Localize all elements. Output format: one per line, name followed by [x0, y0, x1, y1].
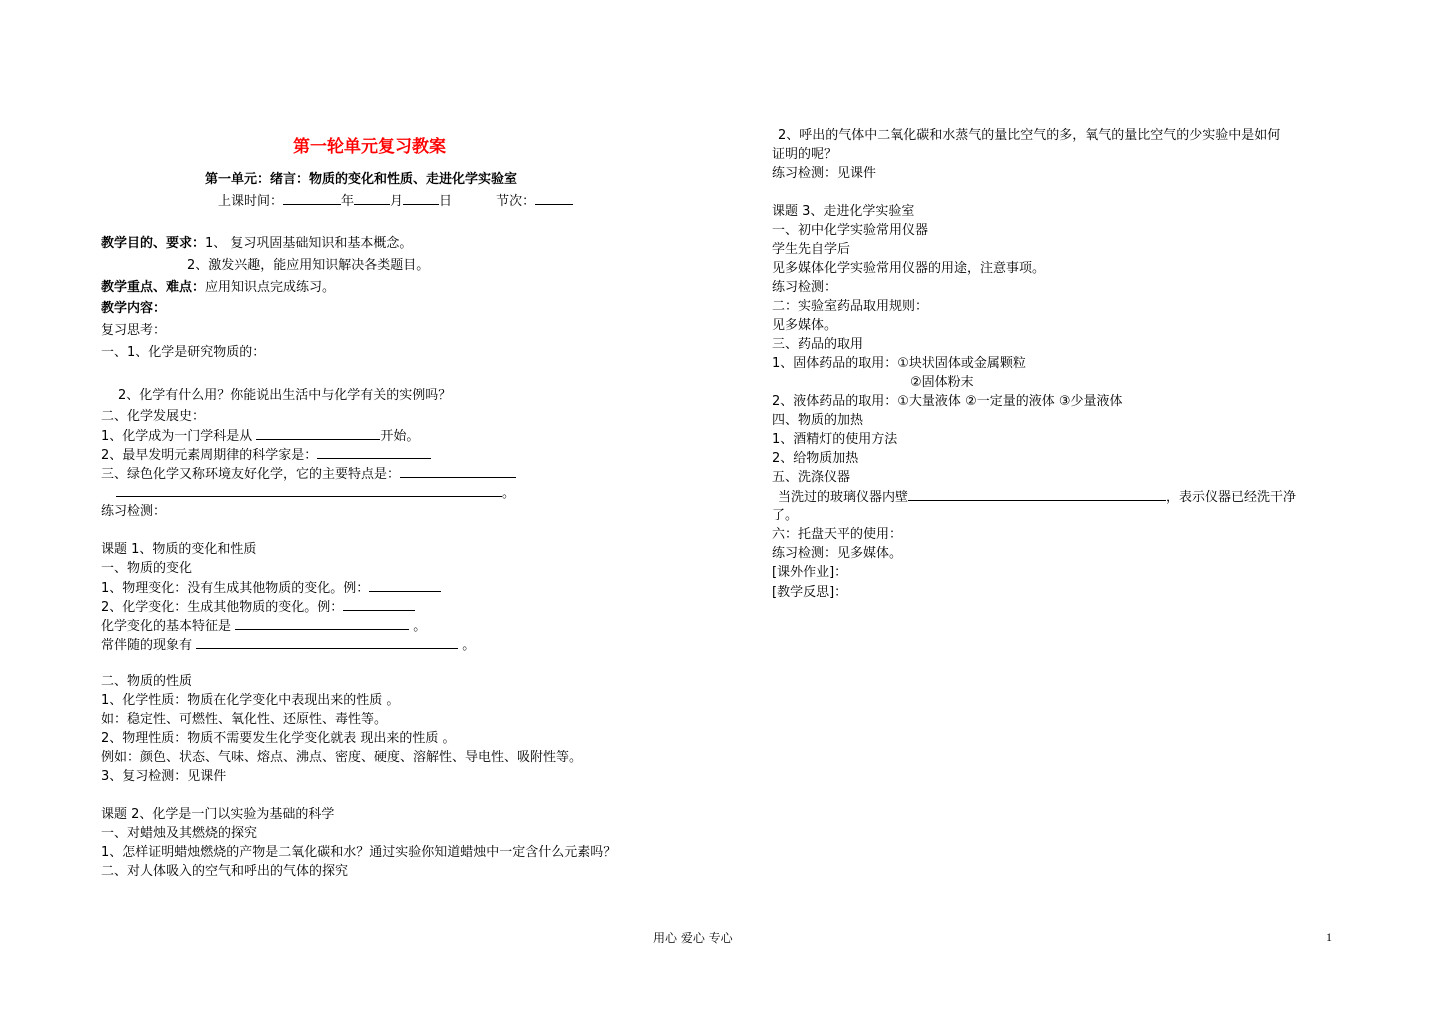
- history-1: [101, 426, 419, 445]
- wash-line-2: 了。: [772, 508, 799, 523]
- green-line: [101, 464, 516, 483]
- solid-line: [772, 354, 1026, 373]
- topic1-title: 课题 1、物质的变化和性质: [101, 542, 257, 557]
- day-blank[interactable]: [403, 191, 439, 205]
- history-2-text: 2、最早发明元素周期律的科学家是：: [101, 448, 318, 463]
- review-heading: 复习思考：: [101, 323, 167, 338]
- class-time-label: 上课时间：: [218, 194, 284, 209]
- see-media-2: 见多媒体。: [772, 318, 838, 333]
- review-check: 3、复习检测：见课件: [101, 769, 227, 784]
- goal-label: 教学目的、要求：: [101, 236, 206, 251]
- history-2-blank[interactable]: [317, 445, 431, 459]
- reflection-label: [教学反思]：: [772, 585, 848, 600]
- history-2: [101, 445, 431, 464]
- feature-end: 。: [409, 619, 427, 634]
- breath-question-1: 2、呼出的气体中二氧化碳和水蒸气的量比空气的多，氧气的量比空气的少实验中是如何: [778, 128, 1281, 143]
- physical-change-text: 1、物理变化：没有生成其他物质的变化。例：: [101, 581, 370, 596]
- key-text: 应用知识点完成练习。: [205, 280, 336, 295]
- chem-property-eg: 如：稳定性、可燃性、氧化性、还原性、毒性等。: [101, 712, 388, 727]
- green-blank-2[interactable]: [116, 483, 502, 497]
- period-blank[interactable]: [535, 191, 573, 205]
- breath-question-2: 证明的呢？: [772, 147, 838, 162]
- goal-line-1: [101, 234, 412, 253]
- question-1: 一、1、化学是研究物质的：: [101, 345, 266, 360]
- key-line: [101, 278, 335, 297]
- liquid-types: ①大量液体 ②一定量的液体 ③少量液体: [897, 394, 1123, 409]
- self-study: 学生先自学后: [772, 242, 851, 257]
- history-heading: 二、化学发展史：: [101, 409, 206, 424]
- unit-subtitle: 第一单元：绪言：物质的变化和性质、走进化学实验室: [205, 172, 518, 187]
- period-label: 节次：: [496, 194, 536, 209]
- history-1-blank[interactable]: [256, 426, 380, 440]
- month-label: 月: [390, 194, 404, 209]
- topic2-title: 课题 2、化学是一门以实验为基础的科学: [101, 807, 335, 822]
- phenomena-blank[interactable]: [196, 635, 458, 649]
- feature-text: 化学变化的基本特征是: [101, 619, 236, 634]
- green-line-2: [116, 483, 515, 502]
- wash-text-end: ，表示仪器已经洗干净: [1166, 490, 1297, 505]
- wash-line: [778, 487, 1296, 506]
- page-number: 1: [1326, 930, 1332, 944]
- physical-change-blank[interactable]: [369, 578, 441, 592]
- day-label: 日: [439, 194, 453, 209]
- lamp-usage: 1、酒精灯的使用方法: [772, 432, 898, 447]
- topic3-practice: 练习检测：: [772, 280, 838, 295]
- chemical-change-blank[interactable]: [343, 597, 415, 611]
- see-media: 见多媒体化学实验常用仪器的用途，注意事项。: [772, 261, 1046, 276]
- phenomena-line: [101, 635, 475, 654]
- homework-label: [课外作业]：: [772, 565, 848, 580]
- liquid-label: 2、液体药品的取用：: [772, 394, 898, 409]
- liquid-line: [772, 392, 1123, 411]
- history-1-end: 开始。: [380, 429, 420, 444]
- chemical-change: [101, 597, 415, 616]
- candle-question: 1、怎样证明蜡烛燃烧的产物是二氧化碳和水？通过实验你知道蜡烛中一定含什么元素吗？: [101, 845, 617, 860]
- page-title: 第一轮单元复习教案: [293, 137, 446, 157]
- breath-heading: 二、对人体吸入的空气和呼出的气体的探究: [101, 864, 349, 879]
- feature-line: [101, 616, 426, 635]
- green-text: 三、绿色化学又称环境友好化学，它的主要特点是：: [101, 467, 401, 482]
- green-blank[interactable]: [400, 464, 516, 478]
- history-1-text: 1、化学成为一门学科是从: [101, 429, 257, 444]
- content-label: 教学内容：: [101, 301, 167, 316]
- goal-1: 1、 复习巩固基础知识和基本概念。: [205, 236, 413, 251]
- solid-2: ②固体粉末: [910, 375, 974, 390]
- month-blank[interactable]: [354, 191, 390, 205]
- physical-change: [101, 578, 441, 597]
- property-heading: 二、物质的性质: [101, 674, 193, 689]
- instruments-heading: 一、初中化学实验常用仪器: [772, 223, 929, 238]
- footer-motto: 用心 爱心 专心: [653, 931, 733, 945]
- washing-heading: 五、洗涤仪器: [772, 470, 851, 485]
- rules-heading: 二：实验室药品取用规则：: [772, 299, 929, 314]
- phys-property-eg: 例如：颜色、状态、气味、熔点、沸点、密度、硬度、溶解性、导电性、吸附性等。: [101, 750, 583, 765]
- balance-heading: 六：托盘天平的使用：: [772, 527, 903, 542]
- wash-blank[interactable]: [908, 487, 1166, 501]
- topic1-change: 一、物质的变化: [101, 561, 193, 576]
- green-end: 。: [502, 486, 516, 501]
- year-blank[interactable]: [283, 191, 341, 205]
- candle-heading: 一、对蜡烛及其燃烧的探究: [101, 826, 258, 841]
- heat-substance: 2、给物质加热: [772, 451, 859, 466]
- topic3-title: 课题 3、走进化学实验室: [772, 204, 915, 219]
- topic3-practice-2: 练习检测：见多媒体。: [772, 546, 903, 561]
- chemical-change-text: 2、化学变化：生成其他物质的变化。例：: [101, 600, 344, 615]
- class-time-line: [218, 191, 573, 210]
- practice-check: 练习检测：: [101, 504, 167, 519]
- chem-property: 1、化学性质：物质在化学变化中表现出来的性质 。: [101, 693, 400, 708]
- heating-heading: 四、物质的加热: [772, 413, 864, 428]
- feature-blank[interactable]: [235, 616, 409, 630]
- solid-1: ①块状固体或金属颗粒: [897, 356, 1026, 371]
- solid-label: 1、固体药品的取用：: [772, 356, 898, 371]
- question-2: 2、化学有什么用？你能说出生活中与化学有关的实例吗？: [118, 388, 452, 403]
- wash-text: 当洗过的玻璃仪器内壁: [778, 490, 909, 505]
- phys-property: 2、物理性质：物质不需要发生化学变化就表 现出来的性质 。: [101, 731, 456, 746]
- goal-2: 2、激发兴趣，能应用知识解决各类题目。: [187, 258, 430, 273]
- key-label: 教学重点、难点：: [101, 280, 206, 295]
- year-label: 年: [341, 194, 355, 209]
- phenomena-text: 常伴随的现象有: [101, 638, 197, 653]
- phenomena-end: 。: [458, 638, 476, 653]
- topic2-practice: 练习检测：见课件: [772, 166, 877, 181]
- taking-heading: 三、药品的取用: [772, 337, 864, 352]
